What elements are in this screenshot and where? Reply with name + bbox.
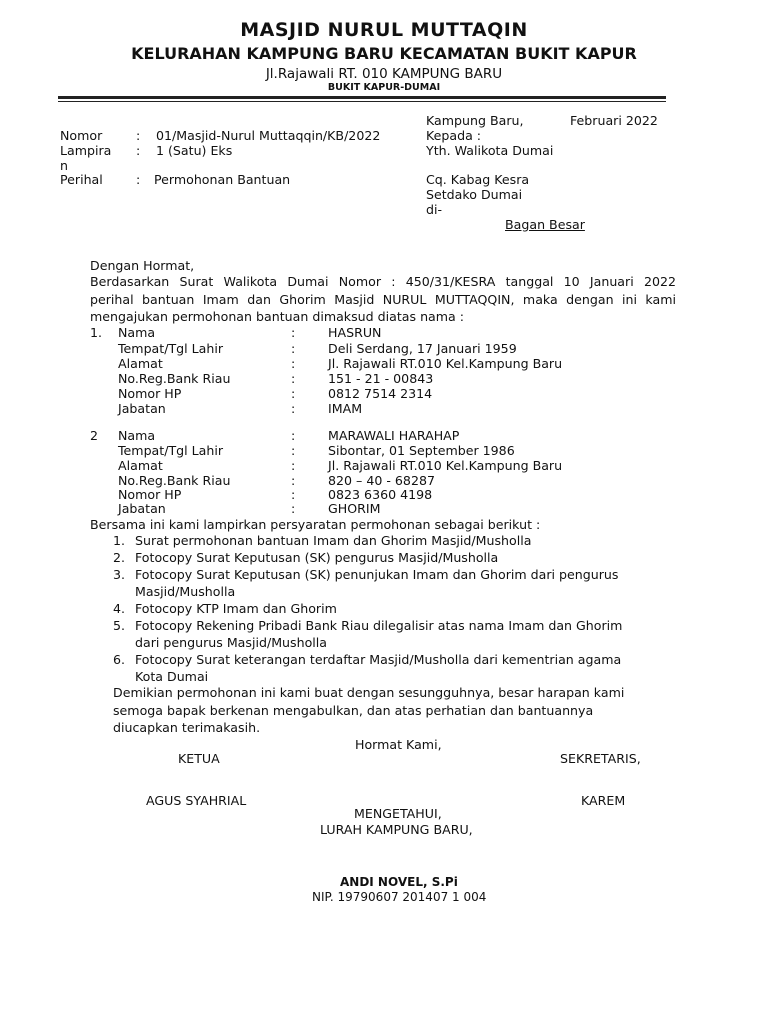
person-field-value: GHORIM — [328, 501, 381, 516]
person-field-value: MARAWALI HARAHAP — [328, 428, 460, 443]
recipient-yth: Yth. Walikota Dumai — [426, 143, 554, 158]
person-field-label: No.Reg.Bank Riau — [118, 371, 231, 386]
attach-intro: Bersama ini kami lampirkan persyaratan permohonan sebagai berikut : — [90, 517, 541, 532]
person-field-label: Nomor HP — [118, 487, 182, 502]
intro-line: Berdasarkan Surat Walikota Dumai Nomor : 450/31/KESRA tanggal 10 Januari 2022 — [90, 274, 676, 289]
requirement-text: Kota Dumai — [135, 669, 209, 684]
requirement-text: Fotocopy Surat Keputusan (SK) pengurus Masjid/Musholla — [135, 550, 499, 565]
person-field-value: 151 - 21 - 00843 — [328, 371, 434, 386]
person-field-label: Nama — [118, 428, 156, 443]
field-value-nomor: 01/Masjid-Nurul Muttaqqin/KB/2022 — [156, 128, 381, 143]
intro-line: perihal bantuan Imam dan Ghorim Masjid NURUL MUTTAQQIN, maka dengan ini kami — [90, 292, 676, 307]
person-field-label: Alamat — [118, 458, 163, 473]
person-field-value: 820 – 40 - 68287 — [328, 473, 435, 488]
letterhead-area: KELURAHAN KAMPUNG BARU KECAMATAN BUKIT KAPUR — [131, 44, 637, 63]
letterhead-divider-thick — [58, 96, 666, 99]
person-field-label: Jabatan — [118, 401, 166, 416]
field-value-perihal: Permohonan Bantuan — [154, 172, 291, 187]
lurah-nip: NIP. 19790607 201407 1 004 — [312, 890, 487, 904]
person-field-value: Jl. Rajawali RT.010 Kel.Kampung Baru — [328, 356, 563, 371]
field-label-nomor: Nomor — [60, 128, 103, 143]
field-value-lampiran: 1 (Satu) Eks — [156, 143, 233, 158]
requirement-text: Fotocopy Rekening Pribadi Bank Riau dilegalisir atas nama Imam dan Ghorim — [135, 618, 623, 633]
person-field-colon: : — [291, 401, 296, 416]
person-field-colon: : — [291, 443, 296, 458]
person-field-colon: : — [291, 341, 296, 356]
person-field-label: No.Reg.Bank Riau — [118, 473, 231, 488]
requirement-number: 3. — [113, 567, 126, 582]
sekretaris-title: SEKRETARIS, — [560, 751, 641, 766]
lurah-name: ANDI NOVEL, S.Pi — [340, 875, 458, 889]
requirement-number: 2. — [113, 550, 126, 565]
sekretaris-name: KAREM — [581, 793, 626, 808]
person-field-value: IMAM — [328, 401, 363, 416]
requirement-text: dari pengurus Masjid/Musholla — [135, 635, 328, 650]
person-field-colon: : — [291, 428, 296, 443]
requirement-number: 4. — [113, 601, 126, 616]
requirement-text: Fotocopy KTP Imam dan Ghorim — [135, 601, 337, 616]
field-label-perihal: Perihal — [60, 172, 103, 187]
person-field-label: Jabatan — [118, 501, 166, 516]
requirement-text: Surat permohonan bantuan Imam dan Ghorim Masjid/Musholla — [135, 533, 532, 548]
intro-line: mengajukan permohonan bantuan dimaksud diatas nama : — [90, 309, 464, 324]
person-field-colon: : — [291, 501, 296, 516]
person-field-value: 0823 6360 4198 — [328, 487, 433, 502]
person-field-colon: : — [291, 356, 296, 371]
person-field-value: Deli Serdang, 17 Januari 1959 — [328, 341, 517, 356]
recipient-setdako: Setdako Dumai — [426, 187, 523, 202]
person-number: 2 — [90, 428, 99, 443]
closing-line: Demikian permohonan ini kami buat dengan sesungguhnya, besar harapan kami — [113, 685, 625, 700]
letterhead-city: BUKIT KAPUR-DUMAI — [327, 82, 441, 93]
requirement-number: 6. — [113, 652, 126, 667]
closing-line: semoga bapak berkenan mengabulkan, dan atas perhatian dan bantuannya — [113, 703, 594, 718]
person-field-value: HASRUN — [328, 325, 382, 340]
requirement-number: 1. — [113, 533, 126, 548]
mengetahui: MENGETAHUI, — [354, 806, 442, 821]
person-field-value: 0812 7514 2314 — [328, 386, 433, 401]
person-field-label: Alamat — [118, 356, 163, 371]
person-field-colon: : — [291, 487, 296, 502]
requirement-text: Fotocopy Surat Keputusan (SK) penunjukan Imam dan Ghorim dari pengurus — [135, 567, 619, 582]
person-field-colon: : — [291, 473, 296, 488]
person-field-colon: : — [291, 325, 296, 340]
date-place: Kampung Baru, — [426, 113, 524, 128]
recipient-place: Bagan Besar — [505, 217, 585, 232]
regards: Hormat Kami, — [355, 737, 442, 752]
person-number: 1. — [90, 325, 103, 340]
recipient-kepada: Kepada : — [426, 128, 482, 143]
person-field-colon: : — [291, 371, 296, 386]
requirement-text: Masjid/Musholla — [135, 584, 236, 599]
letterhead-address: Jl.Rajawali RT. 010 KAMPUNG BARU — [265, 66, 503, 82]
requirement-text: Fotocopy Surat keterangan terdaftar Masjid/Musholla dari kementrian agama — [135, 652, 622, 667]
closing-line: diucapkan terimakasih. — [113, 720, 261, 735]
letterhead-divider-thin — [58, 101, 666, 102]
field-label-lampiran: Lampira — [60, 143, 112, 158]
recipient-di: di- — [426, 202, 443, 217]
person-field-value: Jl. Rajawali RT.010 Kel.Kampung Baru — [328, 458, 563, 473]
field-colon: : — [136, 128, 141, 143]
person-field-label: Tempat/Tgl Lahir — [118, 443, 224, 458]
person-field-label: Tempat/Tgl Lahir — [118, 341, 224, 356]
person-field-colon: : — [291, 458, 296, 473]
letterhead-org-name: MASJID NURUL MUTTAQIN — [240, 19, 528, 41]
person-field-colon: : — [291, 386, 296, 401]
field-colon: : — [136, 172, 141, 187]
ketua-name: AGUS SYAHRIAL — [146, 793, 247, 808]
recipient-cq: Cq. Kabag Kesra — [426, 172, 530, 187]
date-month-year: Februari 2022 — [570, 113, 658, 128]
greeting: Dengan Hormat, — [90, 258, 195, 273]
lurah-title: LURAH KAMPUNG BARU, — [320, 822, 473, 837]
person-field-label: Nama — [118, 325, 156, 340]
person-field-label: Nomor HP — [118, 386, 182, 401]
field-label-lampiran-wrap: n — [60, 158, 68, 173]
ketua-title: KETUA — [178, 751, 220, 766]
person-field-value: Sibontar, 01 September 1986 — [328, 443, 515, 458]
requirement-number: 5. — [113, 618, 126, 633]
field-colon: : — [136, 143, 141, 158]
